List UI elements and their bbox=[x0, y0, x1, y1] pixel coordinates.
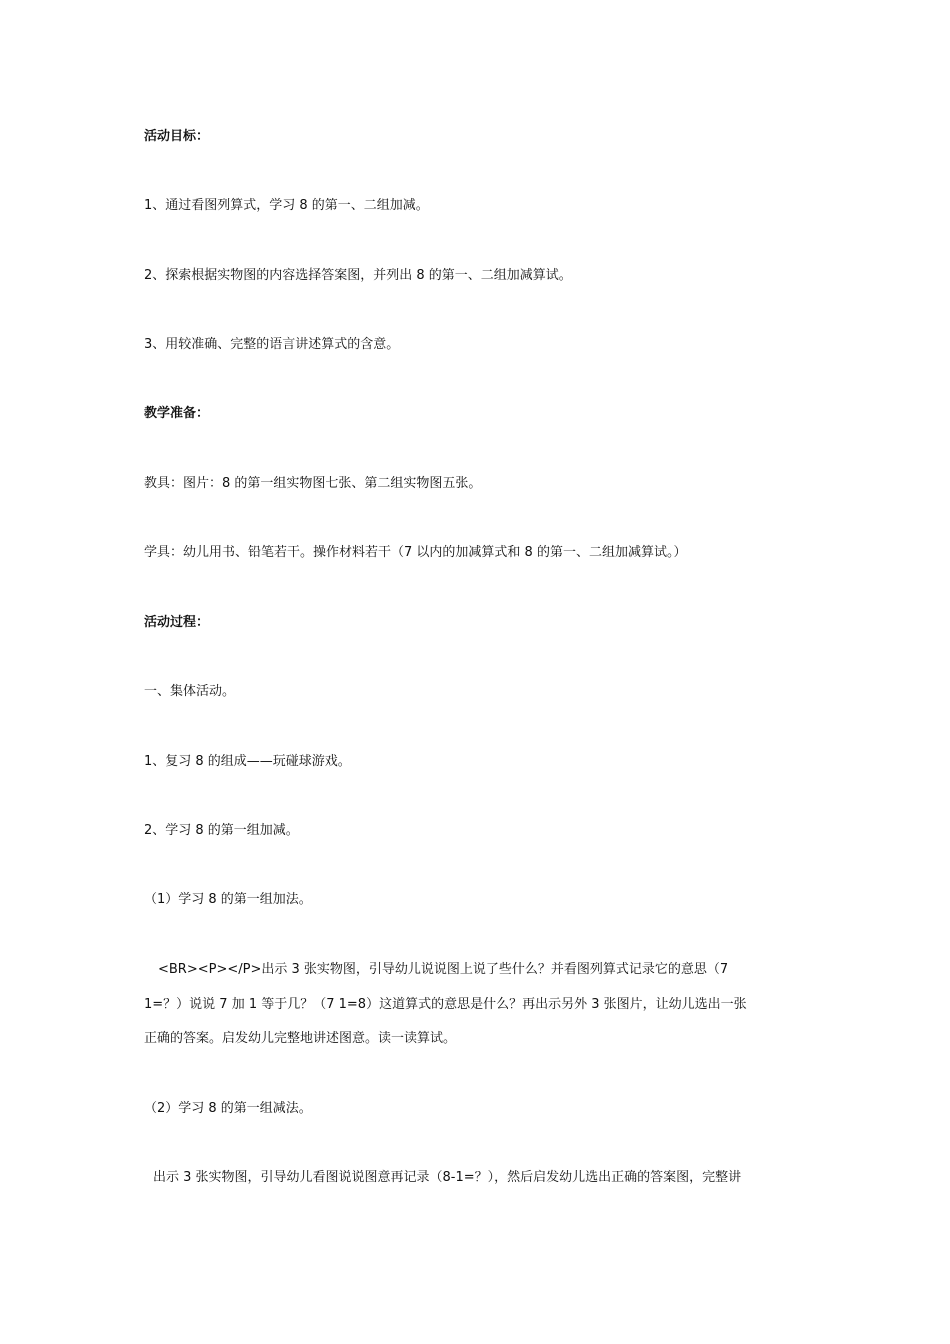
paragraph-addition-line-3: 正确的答案。启发幼儿完整地讲述图意。读一读算试。 bbox=[144, 1031, 457, 1046]
paragraph-addition-line-1: <BR><P></P>出示 3 张实物图，引导幼儿说说图上说了些什么？并看图列算式记录它的意思（7 bbox=[158, 962, 729, 977]
paragraph-subtraction-line-1: 出示 3 张实物图，引导幼儿看图说说图意再记录（8-1=？），然后启发幼儿选出正确的答案图，完整讲 bbox=[153, 1170, 742, 1185]
substep-addition: （1）学习 8 的第一组加法。 bbox=[144, 892, 312, 907]
goal-item-3: 3、用较准确、完整的语言讲述算式的含意。 bbox=[144, 337, 400, 352]
prep-teacher-materials: 教具：图片：8 的第一组实物图七张、第二组实物图五张。 bbox=[144, 476, 482, 491]
step-learn-first-group: 2、学习 8 的第一组加减。 bbox=[144, 823, 299, 838]
heading-teaching-preparation: 教学准备： bbox=[144, 406, 210, 421]
prep-student-materials: 学具：幼儿用书、铅笔若干。操作材料若干（7 以内的加减算式和 8 的第一、二组加减算试。） bbox=[144, 545, 687, 560]
goal-item-2: 2、探索根据实物图的内容选择答案图，并列出 8 的第一、二组加减算试。 bbox=[144, 268, 572, 283]
section-group-activity: 一、集体活动。 bbox=[144, 684, 236, 699]
paragraph-addition-line-2: 1=？）说说 7 加 1 等于几？（7 1=8）这道算式的意思是什么？再出示另外 3 张图片，让幼儿选出一张 bbox=[144, 997, 747, 1012]
step-review-composition: 1、复习 8 的组成——玩碰球游戏。 bbox=[144, 754, 351, 769]
substep-subtraction: （2）学习 8 的第一组减法。 bbox=[144, 1101, 312, 1116]
heading-activity-goals: 活动目标： bbox=[144, 129, 210, 144]
heading-activity-process: 活动过程： bbox=[144, 615, 210, 630]
goal-item-1: 1、通过看图列算式，学习 8 的第一、二组加减。 bbox=[144, 198, 429, 213]
